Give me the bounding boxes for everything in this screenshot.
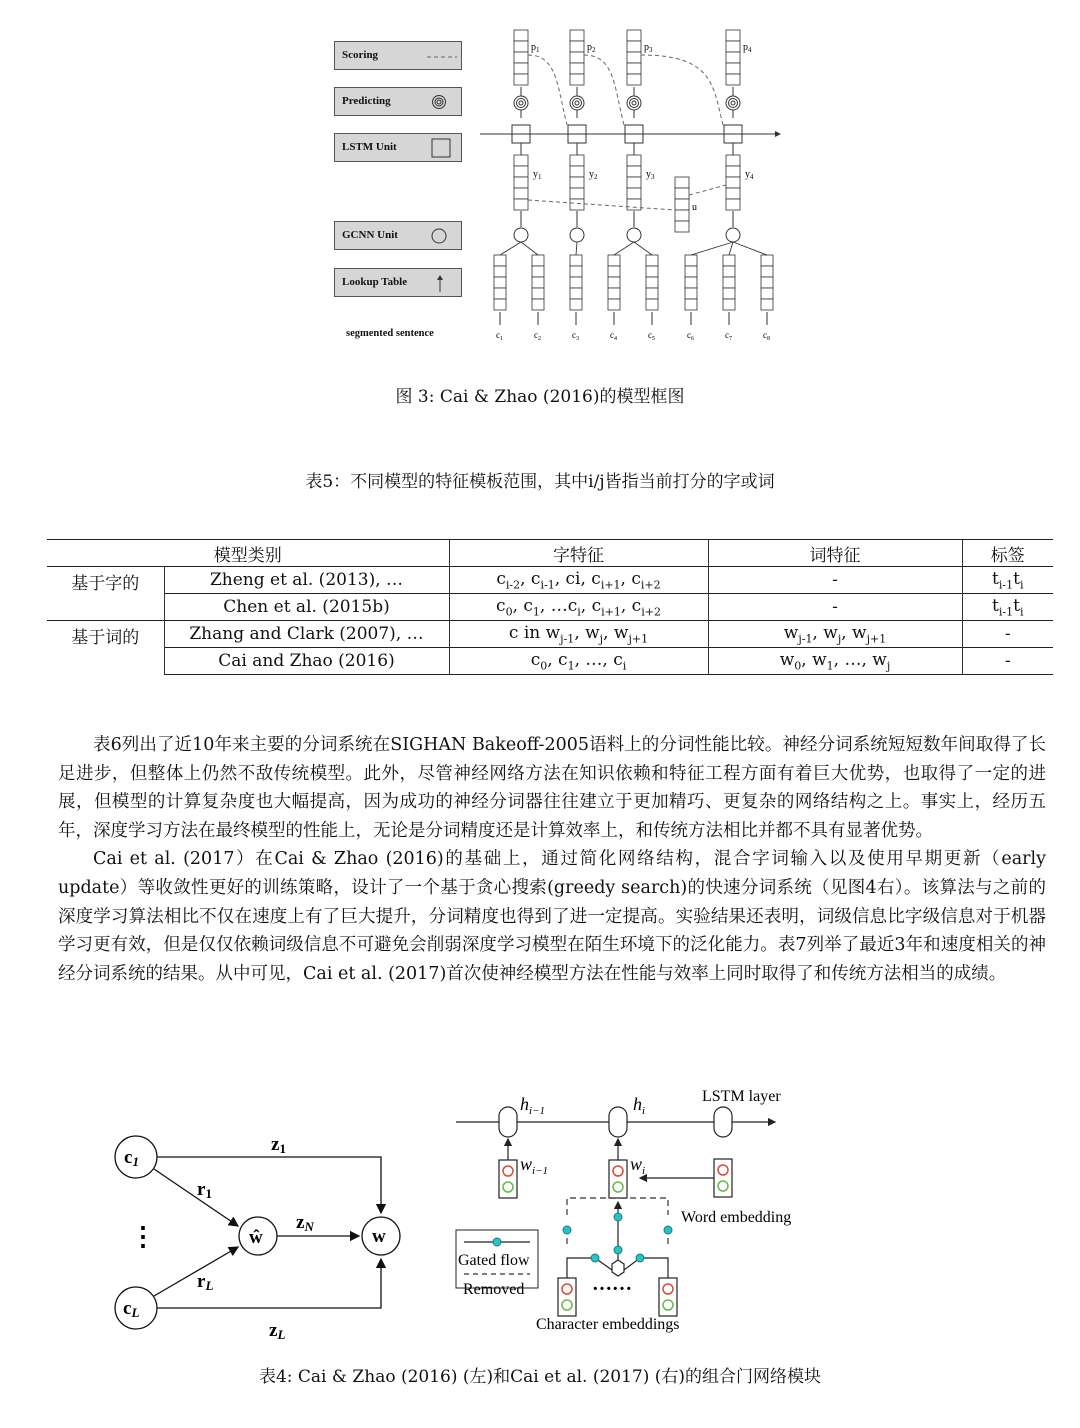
char-vector-cell: [646, 277, 658, 288]
up-arrow-icon: [435, 274, 445, 294]
y-vector-cell: [627, 177, 641, 188]
gcnn-node: [514, 228, 528, 242]
char-vector-cell: [532, 288, 544, 299]
y-vector-cell: [570, 166, 584, 177]
group-word-based: 基于词的: [47, 621, 164, 675]
word-feature-cell: $w_0$, $w_1$, …, $w_j$: [708, 648, 962, 675]
w-i-label: $w_i$: [630, 1154, 646, 1177]
char-vector-cell: [494, 288, 506, 299]
char-vector-cell: [494, 299, 506, 310]
legend-label: Predicting: [342, 95, 391, 107]
edge-rL-label: rL: [197, 1271, 214, 1293]
gcnn-node: [726, 228, 740, 242]
gcnn-input-line: [691, 242, 733, 255]
char-vector-cell: [761, 255, 773, 266]
char-vector-cell: [532, 277, 544, 288]
c-label: $c_1$: [496, 330, 503, 342]
char-feature-cell: $c_0$, $c_1$, …, $c_i$: [449, 648, 708, 675]
char-vector-cell: [685, 299, 697, 310]
char-vector-cell: [761, 277, 773, 288]
node-cL-label: cL: [123, 1298, 140, 1320]
char-vector-cell: [494, 266, 506, 277]
char-feature-cell: c in $w_{j-1}$, $w_j$, $w_{j+1}$: [449, 621, 708, 648]
char-vector-cell: [608, 277, 620, 288]
y-vector-cell: [514, 166, 528, 177]
p-vector-cell: [726, 52, 740, 63]
char-vector-cell: [646, 255, 658, 266]
p-vector-cell: [514, 63, 528, 74]
edge-z1-label: z1: [271, 1134, 286, 1156]
figure-4-caption: 表4: Cai & Zhao (2016) (左)和Cai et al. (2017) (右)的组合门网络模块: [258, 1367, 822, 1387]
c-label: $c_6$: [687, 330, 694, 342]
u-vector-cell: [675, 188, 689, 199]
lstm-cell-i: [609, 1107, 627, 1137]
square-icon: [431, 138, 451, 158]
gcnn-input-line: [634, 242, 652, 255]
word-embedding-prev: [499, 1160, 517, 1198]
y-vector-cell: [514, 188, 528, 199]
p-vector-cell: [570, 63, 584, 74]
char-vector-cell: [570, 277, 582, 288]
predict-circle-icon: [431, 94, 447, 110]
legend-predicting: [334, 87, 462, 116]
scoring-link: [689, 185, 726, 195]
scoring-curve: [584, 55, 624, 125]
y-vector-cell: [726, 155, 740, 166]
word-embedding-i: [609, 1160, 627, 1198]
word-embedding-input: [714, 1159, 732, 1197]
gated-network-left-diagram: [100, 1110, 410, 1350]
segmented-sentence-label: segmented sentence: [346, 328, 434, 339]
scoring-curve: [641, 55, 723, 125]
char-vector-cell: [723, 255, 735, 266]
gcnn-input-line: [521, 242, 538, 255]
char-vector-cell: [608, 266, 620, 277]
model-cell: Chen et al. (2015b): [164, 594, 449, 621]
header-word-features: 词特征: [708, 540, 962, 567]
gcnn-input-line: [500, 242, 521, 255]
legend-label: GCNN Unit: [342, 229, 398, 241]
group-char-based: 基于字的: [47, 567, 164, 621]
p-vector-cell: [514, 52, 528, 63]
y-label: $y_4$: [745, 169, 754, 181]
y-label: $y_3$: [646, 169, 655, 181]
model-cell: Cai and Zhao (2016): [164, 648, 449, 675]
label-cell: $t_{i-1}t_i$: [992, 568, 1024, 592]
char-vector-cell: [494, 255, 506, 266]
scoring-curve: [528, 55, 567, 125]
char-vector-cell: [570, 288, 582, 299]
gcnn-input-line: [576, 242, 577, 255]
label-cell: $t_{i-1}t_i$: [962, 594, 1053, 621]
c-label: $c_3$: [572, 330, 579, 342]
p-vector-cell: [726, 41, 740, 52]
edge-zL-label: zL: [269, 1320, 286, 1342]
p-vector-cell: [726, 74, 740, 85]
u-label: u: [692, 202, 697, 213]
y-vector-cell: [726, 188, 740, 199]
model-cell: Zhang and Clark (2007), …: [164, 621, 449, 648]
dashed-line-icon: [427, 55, 457, 59]
model-cell: Zheng et al. (2013), …: [164, 567, 449, 594]
feature-template-table: [47, 539, 1053, 675]
scoring-link: [528, 200, 675, 210]
table-header-row: [47, 540, 1053, 567]
y-vector-cell: [627, 166, 641, 177]
p-label: $p_4$: [743, 42, 752, 54]
gated-flow-label: Gated flow: [458, 1252, 530, 1269]
char-vector-cell: [532, 299, 544, 310]
p-vector-cell: [627, 30, 641, 41]
char-vector-cell: [570, 299, 582, 310]
char-vector-cell: [646, 299, 658, 310]
char-vector-cell: [608, 288, 620, 299]
p-vector-cell: [627, 74, 641, 85]
node-w-hat-label: ŵ: [249, 1227, 263, 1248]
u-vector-cell: [675, 177, 689, 188]
char-vector-cell: [646, 266, 658, 277]
char-vector-cell: [685, 277, 697, 288]
char-vector-cell: [723, 288, 735, 299]
legend-label: LSTM Unit: [342, 141, 397, 153]
w-prev-label: $w_{i-1}$: [520, 1154, 548, 1177]
word-feature-cell: -: [708, 567, 962, 594]
p-vector-cell: [570, 30, 584, 41]
table-row: [47, 594, 1053, 621]
p-vector-cell: [570, 74, 584, 85]
p-vector-cell: [570, 52, 584, 63]
lstm-cell-prev: [499, 1107, 517, 1137]
node-c1-label: c1: [124, 1147, 139, 1169]
table-5-caption: 表5：不同模型的特征模板范围，其中i/j皆指当前打分的字或词: [305, 472, 775, 492]
y-vector-cell: [726, 177, 740, 188]
table-row: [47, 567, 1053, 594]
p-vector-cell: [627, 41, 641, 52]
lstm-layer-label: LSTM layer: [702, 1088, 781, 1105]
y-vector-cell: [627, 199, 641, 210]
char-vector-cell: [685, 266, 697, 277]
legend-label: Lookup Table: [342, 276, 408, 288]
c-label: $c_4$: [610, 330, 617, 342]
c-label: $c_5$: [648, 330, 655, 342]
char-vector-cell: [723, 299, 735, 310]
char-vector-cell: [608, 299, 620, 310]
y-vector-cell: [570, 188, 584, 199]
char-vector-cell: [646, 288, 658, 299]
model-diagram: [470, 25, 800, 345]
char-vector-cell: [532, 266, 544, 277]
char-dots: ……: [592, 1273, 632, 1295]
c-label: $c_7$: [725, 330, 732, 342]
paragraph: Cai et al. (2017）在Cai & Zhao (2016)的基础上，通过简化网络结构，混合字词输入以及使用早期更新（early update）等收敛性更好的训练策略，设计了一个基于贪心搜索(greedy search)的快速分词系统（见图4右）。该算法与之前的深度学习算法相比不仅在速度上有了巨大提升，分词精度也得到了进一定提高。实验结果还表明，词级信息比字级信息对于机器学习更有效，但是仅仅依赖词级信息不可避免会削弱深度学习模型在陌生环境下的泛化能力。表7列举了最近3年和速度相关的神经分词系统的结果。从中可见，Cai et al. (2017)首次使神经模型方法在性能与效率上同时取得了和传统方法相当的成绩。: [58, 849, 1046, 984]
char-vector-cell: [723, 266, 735, 277]
u-vector-cell: [675, 199, 689, 210]
p-vector-cell: [514, 41, 528, 52]
char-vector-cell: [761, 288, 773, 299]
p-label: $p_1$: [531, 42, 540, 54]
p-vector-cell: [570, 41, 584, 52]
y-vector-cell: [514, 177, 528, 188]
table-row: [47, 621, 1053, 648]
header-char-features: 字特征: [449, 540, 708, 567]
u-vector-cell: [675, 210, 689, 221]
gcnn-node: [627, 228, 641, 242]
p-vector-cell: [514, 74, 528, 85]
char-vector-cell: [570, 266, 582, 277]
char-embedding-first: [558, 1278, 576, 1316]
char-vector-cell: [685, 255, 697, 266]
y-vector-cell: [570, 177, 584, 188]
p-label: $p_2$: [587, 42, 596, 54]
char-vector-cell: [532, 255, 544, 266]
vertical-dots: ⋮: [130, 1222, 156, 1251]
word-feature-cell: -: [708, 594, 962, 621]
edge-zN-label: zN: [296, 1212, 314, 1234]
figure-3-caption: 图 3: Cai & Zhao (2016)的模型框图: [395, 387, 685, 407]
legend-lstm-unit: [334, 133, 462, 162]
gated-network-right-diagram: [450, 1080, 820, 1345]
p-vector-cell: [514, 30, 528, 41]
char-vector-cell: [761, 266, 773, 277]
body-text: [58, 731, 1046, 988]
character-embeddings-label: Character embeddings: [536, 1316, 680, 1333]
table-row: [47, 648, 1053, 675]
y-vector-cell: [726, 166, 740, 177]
y-vector-cell: [570, 199, 584, 210]
p-vector-cell: [627, 52, 641, 63]
y-vector-cell: [726, 199, 740, 210]
p-label: $p_3$: [644, 42, 653, 54]
y-vector-cell: [570, 155, 584, 166]
y-vector-cell: [627, 188, 641, 199]
legend-scoring: [334, 41, 462, 70]
y-vector-cell: [514, 199, 528, 210]
h-prev-label: $h_{i-1}$: [520, 1094, 545, 1117]
removed-label: Removed: [463, 1281, 525, 1298]
char-feature-cell: $c_0$, $c_1$, $\dots c_i$, $c_{i+1}$, $c_{i+2}$: [449, 594, 708, 621]
legend-gcnn-unit: [334, 221, 462, 250]
char-vector-cell: [608, 255, 620, 266]
char-feature-cell: $c_{i-2}$, $c_{i-1}$, ci, $c_{i+1}$, $c_{i+2}$: [449, 567, 708, 594]
gcnn-input-line: [614, 242, 634, 255]
p-vector-cell: [726, 30, 740, 41]
char-vector-cell: [685, 288, 697, 299]
char-vector-cell: [570, 255, 582, 266]
u-vector-cell: [675, 221, 689, 232]
gcnn-input-line: [729, 242, 733, 255]
char-vector-cell: [761, 299, 773, 310]
header-label: 标签: [962, 540, 1053, 567]
char-vector-cell: [723, 277, 735, 288]
word-feature-cell: $w_{j-1}$, $w_j$, $w_{j+1}$: [708, 621, 962, 648]
label-cell: -: [962, 621, 1053, 648]
c-label: $c_8$: [763, 330, 770, 342]
edge-r1-label: r1: [197, 1179, 212, 1201]
y-label: $y_2$: [589, 169, 598, 181]
gcnn-input-line: [733, 242, 767, 255]
label-cell: -: [962, 648, 1053, 675]
h-i-label: $h_i$: [633, 1094, 646, 1117]
legend-lookup-table: [334, 268, 462, 297]
lstm-cell-next: [714, 1107, 732, 1137]
p-vector-cell: [726, 63, 740, 74]
header-model-type: 模型类别: [47, 540, 449, 567]
y-vector-cell: [627, 155, 641, 166]
y-label: $y_1$: [533, 169, 542, 181]
p-vector-cell: [627, 63, 641, 74]
circle-icon: [431, 228, 447, 244]
char-vector-cell: [494, 277, 506, 288]
c-label: $c_2$: [534, 330, 541, 342]
node-w-label: w: [372, 1226, 386, 1247]
legend-label: Scoring: [342, 49, 379, 61]
gcnn-node: [570, 228, 584, 242]
paragraph: 表6列出了近10年来主要的分词系统在SIGHAN Bakeoff-2005语料上的分词性能比较。神经分词系统短短数年间取得了长足进步，但整体上仍然不敌传统模型。此外，尽管神经网络方法在知识依赖和特征工程方面有着巨大优势，也取得了一定的进展，但模型的计算复杂度也大幅提高，因为成功的神经分词器往往建立于更加精巧、更复杂的网络结构之上。事实上，经历五年，深度学习方法在最终模型的性能上，无论是分词精度还是计算效率上，和传统方法相比并都不具有显著优势。: [58, 735, 1046, 841]
char-embedding-last: [659, 1278, 677, 1316]
word-embedding-label: Word embedding: [681, 1209, 792, 1226]
y-vector-cell: [514, 155, 528, 166]
